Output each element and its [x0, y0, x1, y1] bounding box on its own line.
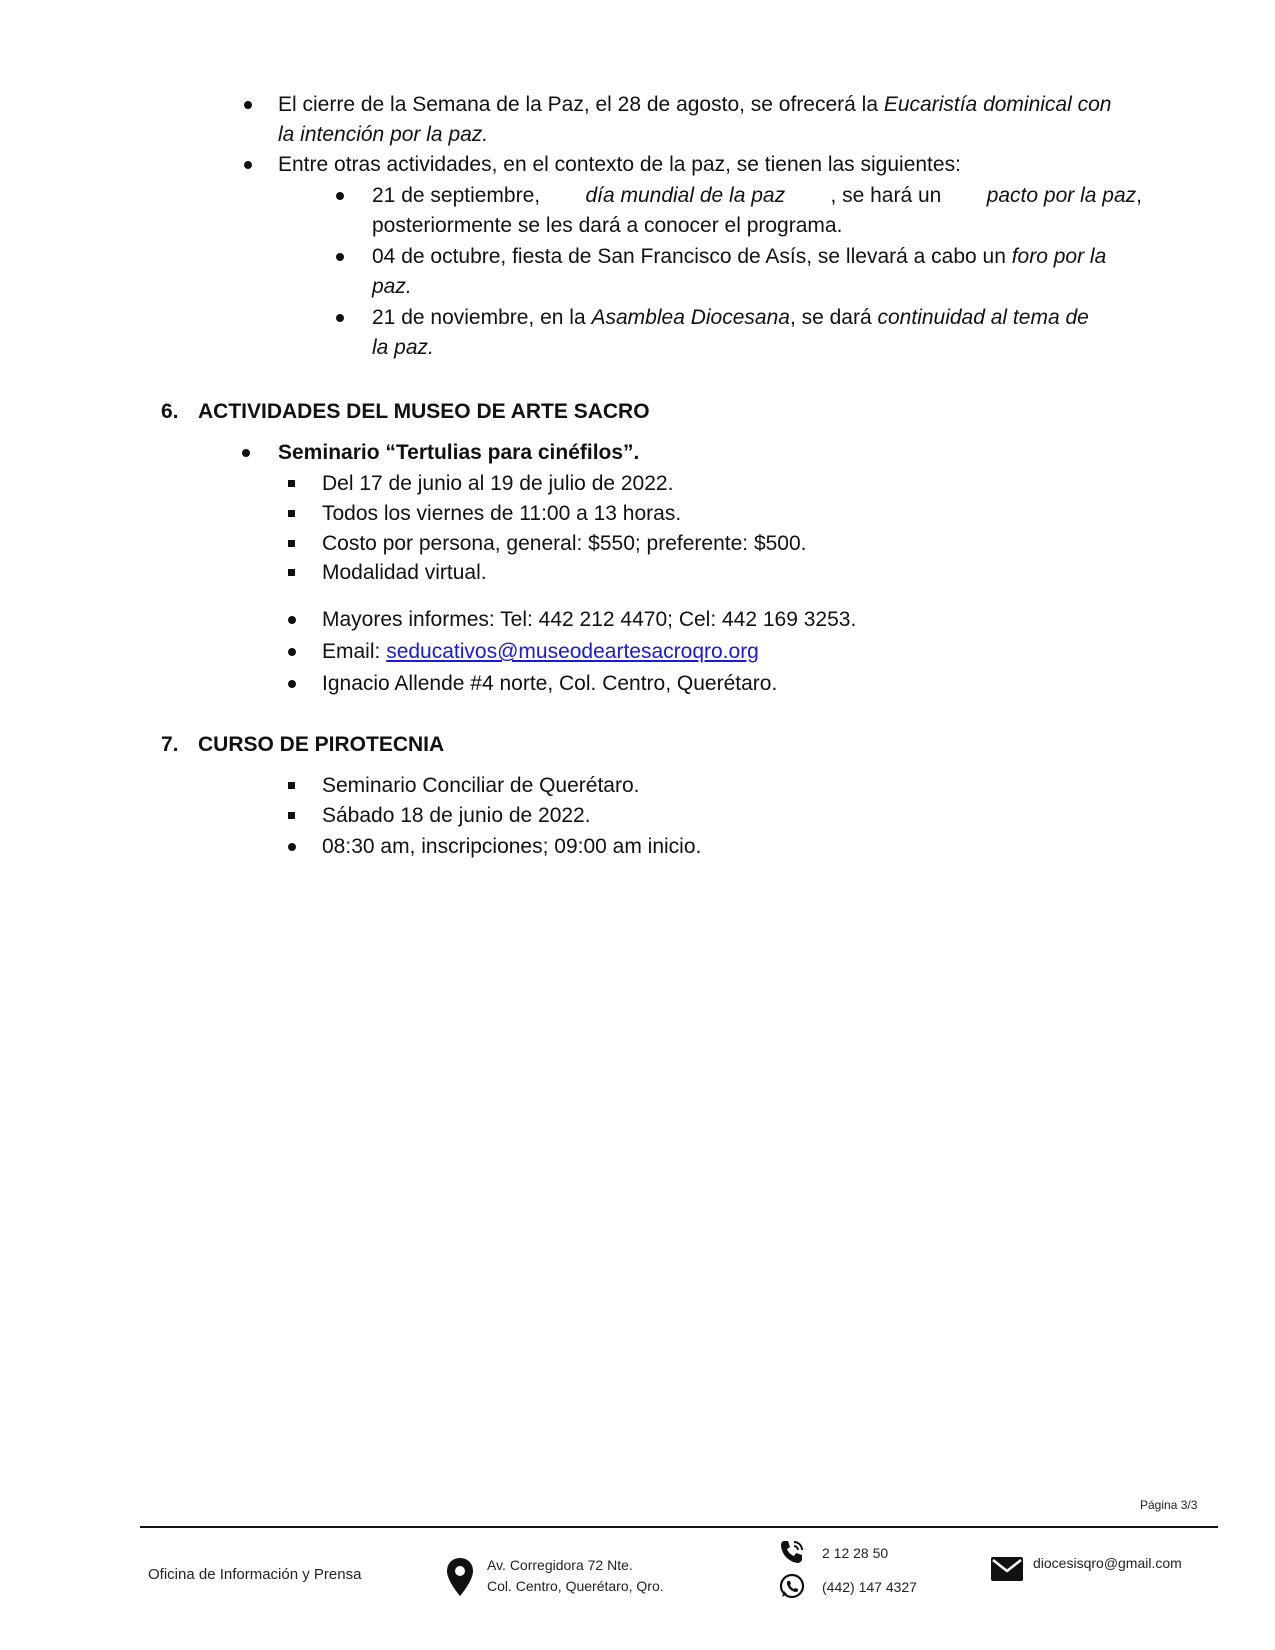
italic-text: la intención por la paz. — [278, 123, 489, 146]
list-item: Sábado 18 de junio de 2022. — [322, 804, 591, 827]
bullet-icon — [336, 314, 344, 322]
list-item-continuation — [372, 211, 842, 241]
text: , — [1136, 184, 1142, 207]
section-heading: CURSO DE PIROTECNIA — [198, 733, 445, 756]
address-line: Av. Corregidora 72 Nte. — [487, 1557, 633, 1573]
list-item-continuation — [278, 120, 488, 150]
email-link[interactable]: seducativos@museodeartesacroqro.org — [386, 640, 759, 663]
list-item-continuation — [372, 333, 434, 363]
square-bullet-icon — [288, 782, 295, 789]
seminar-title: Seminario “Tertulias para cinéfilos”. — [278, 441, 640, 464]
list-item: 08:30 am, inscripciones; 09:00 am inicio. — [322, 835, 702, 858]
list-item: Del 17 de junio al 19 de julio de 2022. — [322, 472, 674, 495]
bullet-icon — [288, 648, 296, 656]
footer-divider — [140, 1526, 1218, 1528]
list-item: Seminario Conciliar de Querétaro. — [322, 774, 640, 797]
list-item — [278, 90, 1111, 120]
square-bullet-icon — [288, 510, 295, 517]
bullet-icon — [336, 253, 344, 261]
list-item — [372, 181, 1142, 211]
section-number: 6. — [161, 400, 179, 423]
italic-text: día mundial de la paz — [585, 184, 786, 207]
list-item: Modalidad virtual. — [322, 561, 487, 584]
address-line: Col. Centro, Querétaro, Qro. — [487, 1578, 664, 1594]
list-item — [372, 303, 1089, 333]
square-bullet-icon — [288, 569, 295, 576]
phone-icon — [778, 1538, 806, 1566]
section-heading: ACTIVIDADES DEL MUSEO DE ARTE SACRO — [198, 400, 650, 423]
bullet-icon — [288, 616, 296, 624]
location-pin-icon — [446, 1557, 474, 1597]
italic-text: pacto por la paz — [986, 184, 1137, 207]
bullet-icon — [288, 680, 296, 688]
italic-text: la paz. — [372, 336, 434, 359]
list-item — [372, 242, 1106, 272]
text: 04 de octubre, fiesta de San Francisco de Asís, se llevará a cabo un — [372, 245, 1012, 268]
bullet-icon — [288, 843, 296, 851]
bullet-icon — [244, 161, 252, 169]
email-label: Email: — [322, 640, 387, 663]
text: posteriormente se les dará a conocer el programa. — [372, 214, 843, 237]
section-number: 7. — [161, 733, 179, 756]
office-name: Oficina de Información y Prensa — [148, 1566, 362, 1583]
list-item: Mayores informes: Tel: 442 212 4470; Cel: 442 169 3253. — [322, 608, 857, 631]
list-item: Ignacio Allende #4 norte, Col. Centro, Querétaro. — [322, 672, 778, 695]
square-bullet-icon — [288, 812, 295, 819]
text: 21 de septiembre, — [372, 184, 541, 207]
square-bullet-icon — [288, 540, 295, 547]
italic-text: Eucaristía dominical con — [883, 93, 1112, 116]
bullet-icon — [244, 101, 252, 109]
list-item-continuation — [372, 272, 412, 302]
text: , se dará — [789, 306, 878, 329]
list-item — [322, 637, 759, 667]
bullet-icon — [336, 192, 344, 200]
footer-email: diocesisqro@gmail.com — [1033, 1555, 1182, 1571]
phone-number: 2 12 28 50 — [822, 1545, 889, 1561]
text: Entre otras actividades, en el contexto de la paz, se tienen las siguientes: — [278, 153, 961, 176]
bullet-icon — [242, 449, 250, 457]
list-item — [278, 150, 961, 180]
list-item: Todos los viernes de 11:00 a 13 horas. — [322, 502, 682, 525]
italic-text: paz. — [372, 275, 412, 298]
envelope-icon — [990, 1556, 1024, 1582]
whatsapp-number: (442) 147 4327 — [822, 1579, 917, 1595]
square-bullet-icon — [288, 480, 295, 487]
whatsapp-icon — [778, 1572, 806, 1600]
text: El cierre de la Semana de la Paz, el 28 de agosto, se ofrecerá la — [278, 93, 884, 116]
text: , se hará un — [830, 184, 942, 207]
list-item: Costo por persona, general: $550; preferente: $500. — [322, 532, 807, 555]
italic-text: foro por la — [1011, 245, 1107, 268]
text: 21 de noviembre, en la — [372, 306, 592, 329]
italic-text: Asamblea Diocesana — [591, 306, 790, 329]
italic-text: continuidad al tema de — [877, 306, 1089, 329]
page-number: Página 3/3 — [1140, 1498, 1198, 1512]
